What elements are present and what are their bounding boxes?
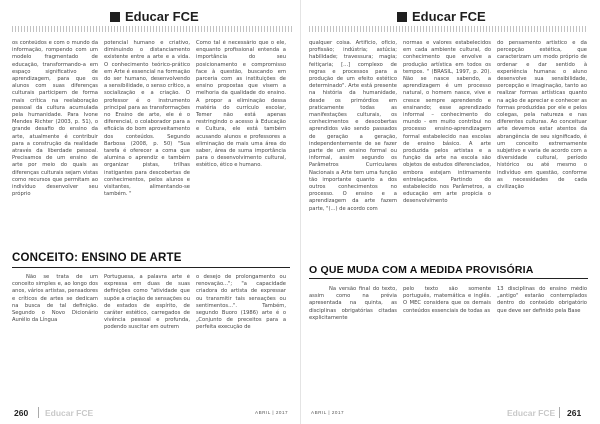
footer-date: ABRIL | 2017	[255, 410, 289, 415]
paragraph: 13 disciplinas do ensino médio „antigo" estarão contemplados dentro do conteúdo obrigatório que deve ser definido pela Base	[497, 286, 587, 314]
paragraph: potencial humano e criativo, diminuindo o distanciamento existente entre a arte e a vida. O conhecimento teórico-prático em Arte é essencial na formação do ser humano, desenvolvendo a sensibilidade, o senso crítico, a socialização e a criação. O professor é o instrumento principal para as transformações no Ensino de arte, ele é o diferencial, o colaborador para a eficácia do bom aproveitamento dos conteúdos. Segundo Barbosa (2008, p. 50) "Sua tarefa é oferecer a coma que alumina o aprendiz e também organizar pistas, trilhas instigantes para descobertas de conhecimentos, pelos alunos e visitantes, alimentando-se também. "	[104, 40, 190, 198]
paragraph: pelo texto são somente português, matemática e inglês. O MEC considera que os demais conteúdos essenciais de todas as	[403, 286, 491, 314]
footer-divider	[559, 407, 560, 418]
paragraph: os conteúdos e com o mundo da informação, rompendo com um modelo fragmentado de educação, transformando-a em espaço significativo de aprendizagem, para que os alunos com suas diferenças culturais participem de forma mais crítica na reelaboração pessoal da cultura acumulada pela humanidade. Para Ivone Mendes Richter (2003, p. 51), o grande desafio do ensino da arte, atualmente é contribuir para a construção da realidade através da liberdade pessoal. Precisamos de um ensino de arte por meio do quais as diferenças culturais sejam vistas como recursos que permitam ao indivíduo desenvolver seu próprio	[12, 40, 98, 198]
square-icon	[110, 12, 120, 22]
page-footer	[0, 404, 300, 424]
section-column-1	[309, 286, 397, 346]
paragraph: Na versão final do texto, assim como na prévia apresentada na quinta, as disciplinas obrigatórias citadas explicitamente	[309, 286, 397, 321]
brand-title: Educar FCE	[125, 9, 199, 24]
section-title: O QUE MUDA COM A MEDIDA PROVISÓRIA	[309, 264, 534, 276]
body-column-2	[104, 40, 190, 240]
paragraph: Como tal é necessário que o ele, enquanto profissional entenda a importância do seu posicionamento e compromisso face à questão, buscando em parceria com as instituições de ensino propostas que visem a melhoria da qualidade do ensino. A propor a eliminação dessa matéria do currículo escolar, Temer não está apenas restringindo o acesso à Educação e Cultura, ele está também acusando alunos e professores a eliminação de mais uma área do saber, área de suma importância para o desenvolvimento cultural, estético, ético e humano.	[196, 40, 286, 169]
body-column-1	[309, 40, 397, 240]
brand-title: Educar FCE	[412, 9, 486, 24]
section-rule	[12, 267, 290, 268]
masthead	[397, 9, 486, 24]
footer-date: ABRIL | 2017	[311, 410, 345, 415]
hatch-divider	[12, 26, 294, 32]
footer-brand: Educar FCE	[45, 408, 94, 418]
section-column-1	[12, 274, 98, 394]
paragraph: qualquer coisa. Artifício, ofício, profissão; indústria; astúcia; habilidade; travessura; magia; feitiçaria; [...] complexo de regras e processos para a produção de um efeito estético determinado". Arte está presente na história da humanidade, desde os primórdios em praticamente todas as manifestações culturais, os conhecimentos e descobertas aprendidos vão sendo passados de geração a geração, independentemente de se fazer parte de um ensino formal ou informal, assim segundo os Parâmetros Curriculares Nacionais a Arte tem uma função tão importante quanto a dos outros conhecimentos no processo. O ensino e a aprendizagem da arte fazem parte, "(...) de acordo com	[309, 40, 397, 212]
footer-divider	[38, 407, 39, 418]
body-column-3	[196, 40, 286, 240]
right-page	[300, 0, 600, 424]
section-column-3	[497, 286, 587, 346]
paragraph: Não se trata de um conceito simples e, ao longo dos anos, vários artistas, pensadores e críticos de artes se dedicam na busca de tal definição. Segundo o Novo Dicionário Aurélio da Língua	[12, 274, 98, 324]
paragraph: o desejo de prolongamento ou renovação..."; "a capacidade criadora do artista de expressar ou transmitir tais sensações ou sentimentos...". Também, segundo Buoro (1986) arte é o „Conjunto de preceitos para a perfeita execução de	[196, 274, 286, 331]
section-column-2	[403, 286, 491, 346]
page-footer	[301, 404, 600, 424]
section-rule	[309, 278, 588, 279]
paragraph: normas e valores estabelecidos em cada ambiente cultural, do conhecimento que envolve a produção artística em todos os tempos. " (BRASIL, 1997, p. 20). Não se nasce sabendo, a aprendizagem é um processo natural, o homem nasce, vive e cresce sempre aprendendo e ensinando; esse aprendizado informal – conhecimento do mundo - em muito contribui no processo ensino-aprendizagem formal estabelecido nas escolas de ensino básico. A arte produzida pelos artistas e a função da arte na escola são objetos de estudos diferenciados, embora estejam intimamente entrelaçados. Partindo do estabelecido nos Parâmetros, a educação em arte propicia o desenvolvimento	[403, 40, 491, 205]
section-column-2	[104, 274, 190, 394]
square-icon	[397, 12, 407, 22]
paragraph: Portuguesa, a palavra arte é expressa em duas de suas definições como "atividade que supõe a criação de sensações ou de estados de espírito, de caráter estético, carregados de vivência pessoal e profunda, podendo suscitar em outrem	[104, 274, 190, 331]
page-number: 260	[14, 408, 29, 418]
section-column-3	[196, 274, 286, 394]
body-column-3	[497, 40, 587, 240]
footer-brand: Educar FCE	[507, 408, 556, 418]
masthead	[110, 9, 199, 24]
body-column-2	[403, 40, 491, 240]
hatch-divider	[309, 26, 588, 32]
section-title: CONCEITO: ENSINO DE ARTE	[12, 252, 182, 264]
body-column-1	[12, 40, 98, 240]
paragraph: do pensamento artístico e da percepção estética, que caracterizam um modo próprio de ordenar e dar sentido à experiência humana: o aluno desenvolve sua sensibilidade, percepção e imaginação, tanto ao realizar formas artísticas quanto na ação de apreciar e conhecer as formas produzidas por ele e pelos colegas, pela natureza e nas diferentes culturas. Ao conceituar arte devemos estar atentos da abrangência de seu significado, é um conceito extremamente subjetivo e varia de acordo com a diversidade cultural, período histórico ou até mesmo o indivíduo em questão, conforme as necessidades de cada civilização	[497, 40, 587, 191]
page-number: 261	[567, 408, 582, 418]
